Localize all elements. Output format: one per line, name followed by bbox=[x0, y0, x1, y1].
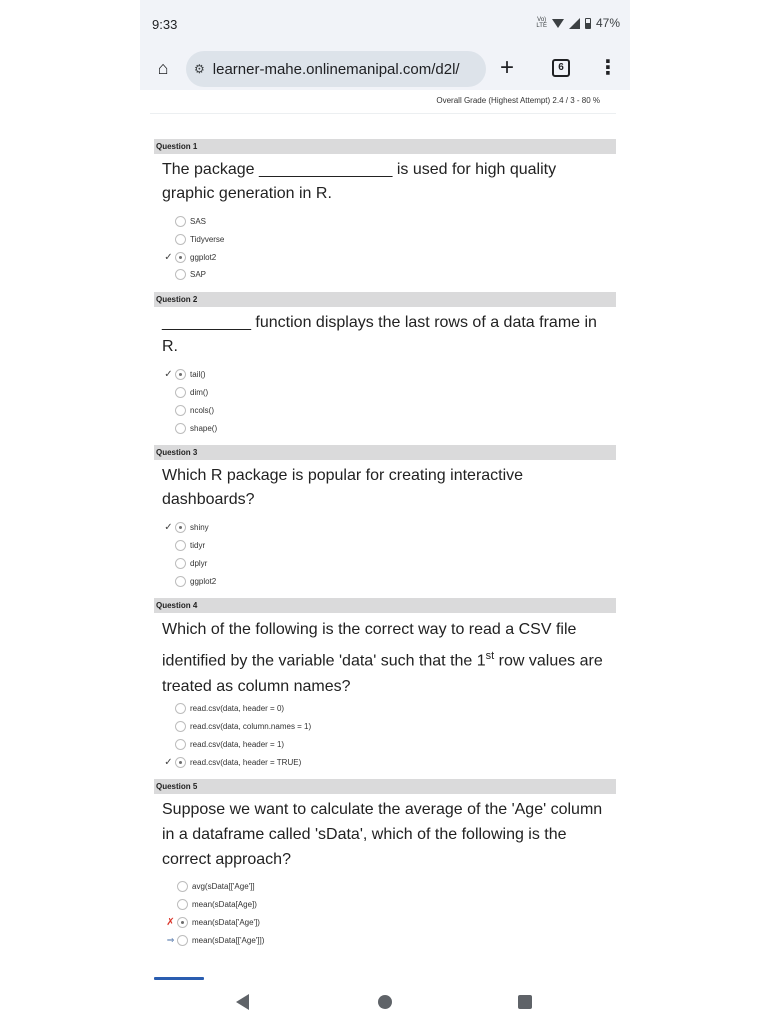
radio-button[interactable] bbox=[175, 269, 186, 280]
system-nav-bar bbox=[140, 985, 630, 1024]
option[interactable] bbox=[164, 915, 260, 929]
home-icon[interactable]: ⌂ bbox=[157, 58, 169, 78]
option[interactable] bbox=[162, 574, 216, 588]
correct-answer-arrow-icon: ⇒ bbox=[166, 934, 175, 945]
option[interactable] bbox=[164, 897, 257, 911]
option-label: avg(sData[['Age']] bbox=[192, 881, 255, 891]
address-bar[interactable] bbox=[186, 51, 486, 87]
checkmark-icon: ✓ bbox=[164, 521, 173, 533]
overall-grade: Overall Grade (Highest Attempt) 2.4 / 3 - 80 % bbox=[436, 96, 600, 105]
question-header bbox=[154, 445, 616, 460]
grade-box bbox=[150, 90, 616, 114]
question-text bbox=[162, 617, 610, 700]
battery-icon bbox=[585, 18, 591, 29]
option-label: mean(sData[['Age']]) bbox=[192, 935, 265, 945]
new-tab-button[interactable]: + bbox=[500, 54, 515, 81]
radio-button[interactable] bbox=[177, 881, 188, 892]
radio-button-selected[interactable] bbox=[175, 757, 186, 768]
status-time: 9:33 bbox=[152, 17, 178, 32]
option[interactable] bbox=[162, 267, 206, 281]
wifi-icon bbox=[552, 19, 564, 28]
checkmark-icon: ✓ bbox=[164, 368, 173, 380]
option-label: read.csv(data, header = TRUE) bbox=[190, 757, 302, 767]
radio-button[interactable] bbox=[177, 935, 188, 946]
option[interactable] bbox=[162, 214, 206, 228]
radio-button[interactable] bbox=[175, 234, 186, 245]
option[interactable] bbox=[164, 933, 264, 947]
radio-button-selected[interactable] bbox=[175, 369, 186, 380]
radio-button[interactable] bbox=[177, 899, 188, 910]
question-number: Question 4 bbox=[156, 601, 198, 610]
radio-button[interactable] bbox=[175, 423, 186, 434]
option[interactable] bbox=[164, 879, 255, 893]
radio-button[interactable] bbox=[175, 216, 186, 227]
question-header bbox=[154, 598, 616, 613]
question-number: Question 2 bbox=[156, 295, 198, 304]
option[interactable] bbox=[162, 737, 284, 751]
browser-toolbar bbox=[140, 48, 630, 90]
radio-button[interactable] bbox=[175, 703, 186, 714]
option-label: SAS bbox=[190, 216, 207, 226]
question-header bbox=[154, 779, 616, 794]
option-label: tidyr bbox=[190, 540, 206, 550]
question-number: Question 1 bbox=[156, 142, 198, 151]
question-text: __________ function displays the last rows of a data frame in R. bbox=[162, 314, 597, 355]
battery-percent: 47% bbox=[595, 16, 620, 30]
radio-button[interactable] bbox=[175, 721, 186, 732]
option-label: SAP bbox=[190, 269, 207, 279]
option-label: read.csv(data, header = 1) bbox=[190, 739, 285, 749]
option[interactable] bbox=[162, 719, 311, 733]
option-label: mean(sData[Age]) bbox=[192, 899, 257, 909]
phone-screen bbox=[140, 0, 630, 1024]
radio-button[interactable] bbox=[175, 387, 186, 398]
option-label: ggplot2 bbox=[190, 576, 217, 586]
radio-button[interactable] bbox=[175, 558, 186, 569]
option-label: read.csv(data, header = 0) bbox=[190, 703, 285, 713]
option[interactable] bbox=[162, 250, 216, 264]
tune-icon[interactable]: ⚙ bbox=[194, 62, 205, 76]
option-label: dplyr bbox=[190, 558, 208, 568]
option[interactable] bbox=[162, 520, 209, 534]
option-label: shiny bbox=[190, 522, 209, 532]
option[interactable] bbox=[162, 701, 284, 715]
question-number: Question 3 bbox=[156, 448, 198, 457]
radio-button-selected[interactable] bbox=[177, 917, 188, 928]
recents-icon[interactable] bbox=[518, 995, 532, 1009]
option-label: ncols() bbox=[190, 405, 215, 415]
checkmark-icon: ✓ bbox=[164, 756, 173, 768]
question-header bbox=[154, 292, 616, 307]
question-text: Which R package is popular for creating interactive dashboards? bbox=[162, 467, 524, 508]
status-icons bbox=[536, 16, 620, 30]
question-header bbox=[154, 139, 616, 154]
option-label: Tidyverse bbox=[190, 234, 225, 244]
option[interactable] bbox=[162, 232, 224, 246]
radio-button[interactable] bbox=[175, 540, 186, 551]
option[interactable] bbox=[162, 385, 208, 399]
question-text: Suppose we want to calculate the average of the 'Age' column in a dataframe called 'sData', which of the following is the correct approach? bbox=[162, 801, 603, 868]
question-number: Question 5 bbox=[156, 782, 198, 791]
scroll-indicator bbox=[154, 977, 204, 980]
cross-icon: ✗ bbox=[166, 916, 175, 928]
option[interactable] bbox=[162, 403, 214, 417]
option-label: ggplot2 bbox=[190, 252, 217, 262]
url-text: learner-mahe.onlinemanipal.com/d2l/ bbox=[212, 60, 460, 78]
option-label: read.csv(data, column.names = 1) bbox=[190, 721, 312, 731]
status-bar bbox=[140, 0, 630, 48]
question-text-part: row values are treated as column names? bbox=[162, 652, 603, 696]
radio-button-selected[interactable] bbox=[175, 522, 186, 533]
option[interactable] bbox=[162, 556, 207, 570]
question-text: The package _______________ is used for high quality graphic generation in R. bbox=[162, 161, 557, 202]
radio-button[interactable] bbox=[175, 739, 186, 750]
option[interactable] bbox=[162, 538, 205, 552]
radio-button[interactable] bbox=[175, 576, 186, 587]
question-text-part: Which of the following is the correct way to read a CSV file identified by the variable 'data' such that the 1 bbox=[162, 621, 577, 670]
option-label: mean(sData['Age']) bbox=[192, 917, 260, 927]
question-text-superscript: st bbox=[485, 650, 495, 662]
option[interactable] bbox=[162, 367, 206, 381]
volte-icon: Vo) LTE bbox=[536, 17, 547, 29]
checkmark-icon: ✓ bbox=[164, 251, 173, 263]
radio-button-selected[interactable] bbox=[175, 252, 186, 263]
option[interactable] bbox=[162, 755, 301, 769]
option-label: tail() bbox=[190, 369, 206, 379]
radio-button[interactable] bbox=[175, 405, 186, 416]
signal-icon bbox=[569, 18, 580, 29]
tab-switcher-button[interactable]: 6 bbox=[552, 59, 570, 77]
home-circle-icon[interactable] bbox=[378, 995, 392, 1009]
option-label: dim() bbox=[190, 387, 209, 397]
more-vert-icon[interactable]: ⋮ bbox=[598, 57, 618, 79]
back-icon[interactable] bbox=[236, 994, 249, 1010]
option[interactable] bbox=[162, 421, 217, 435]
option-label: shape() bbox=[190, 423, 218, 433]
